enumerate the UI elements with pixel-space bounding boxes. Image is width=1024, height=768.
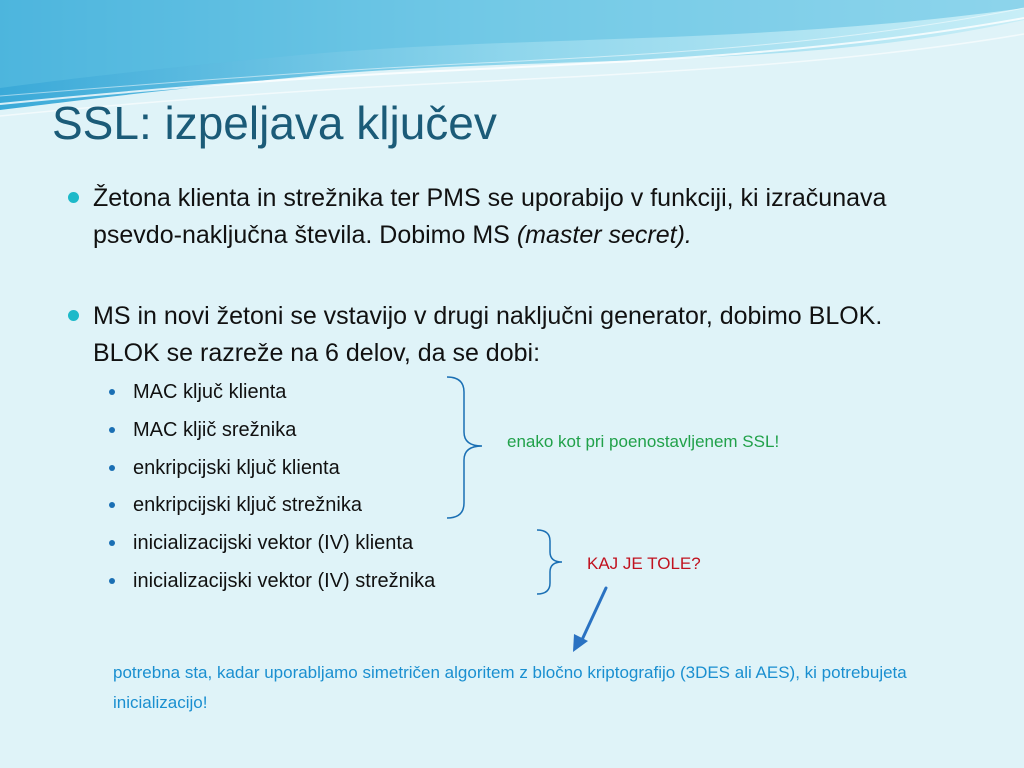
- sub-bullet-text: enkripcijski ključ klienta: [133, 457, 340, 479]
- sub-bullet-dot-icon: [109, 540, 115, 546]
- sub-bullet-dot-icon: [109, 465, 115, 471]
- bullet-dot-icon: [68, 310, 79, 321]
- note-what-is-this: KAJ JE TOLE?: [587, 554, 701, 573]
- sub-bullet-item: [133, 529, 413, 557]
- sub-bullet-text: inicializacijski vektor (IV) strežnika: [133, 570, 436, 592]
- note-iv-explanation: potrebna sta, kadar uporabljamo simetričen algoritem z bločno kriptografijo (3DES ali AES), ki potrebujeta inicializacijo!: [113, 663, 907, 712]
- bullet-item: [93, 298, 953, 372]
- bullet-italic-text: (master secret).: [516, 221, 692, 249]
- curly-brace-large: [447, 377, 482, 518]
- slide-title: SSL: izpeljava ključev: [52, 97, 497, 149]
- sub-bullet-dot-icon: [109, 578, 115, 584]
- sub-bullet-item: [133, 454, 340, 482]
- bullet-dot-icon: [68, 192, 79, 203]
- sub-bullet-dot-icon: [109, 389, 115, 395]
- bullet-text: Žetona klienta in strežnika ter PMS se uporabijo v funkciji, ki izračunava psevdo-naključna števila. Dobimo MS: [93, 184, 887, 249]
- sub-bullet-text: MAC ključ klienta: [133, 381, 287, 403]
- bullet-text: MS in novi žetoni se vstavijo v drugi naključni generator, dobimo BLOK. BLOK se razreže na 6 delov, da se dobi:: [93, 302, 883, 367]
- sub-bullet-item: [133, 416, 296, 444]
- sub-bullet-item: [133, 491, 362, 519]
- arrow-icon: [573, 588, 606, 652]
- sub-bullet-item: [133, 567, 435, 595]
- sub-bullet-dot-icon: [109, 502, 115, 508]
- sub-bullet-text: enkripcijski ključ strežnika: [133, 494, 362, 516]
- sub-bullet-dot-icon: [109, 427, 115, 433]
- curly-brace-small: [537, 530, 562, 594]
- sub-bullet-text: inicializacijski vektor (IV) klienta: [133, 532, 414, 554]
- sub-bullet-item: [133, 378, 286, 406]
- sub-bullet-text: MAC kljič srežnika: [133, 419, 297, 441]
- note-same-as-simplified-ssl: enako kot pri poenostavljenem SSL!: [507, 432, 780, 451]
- bullet-item: [93, 180, 953, 254]
